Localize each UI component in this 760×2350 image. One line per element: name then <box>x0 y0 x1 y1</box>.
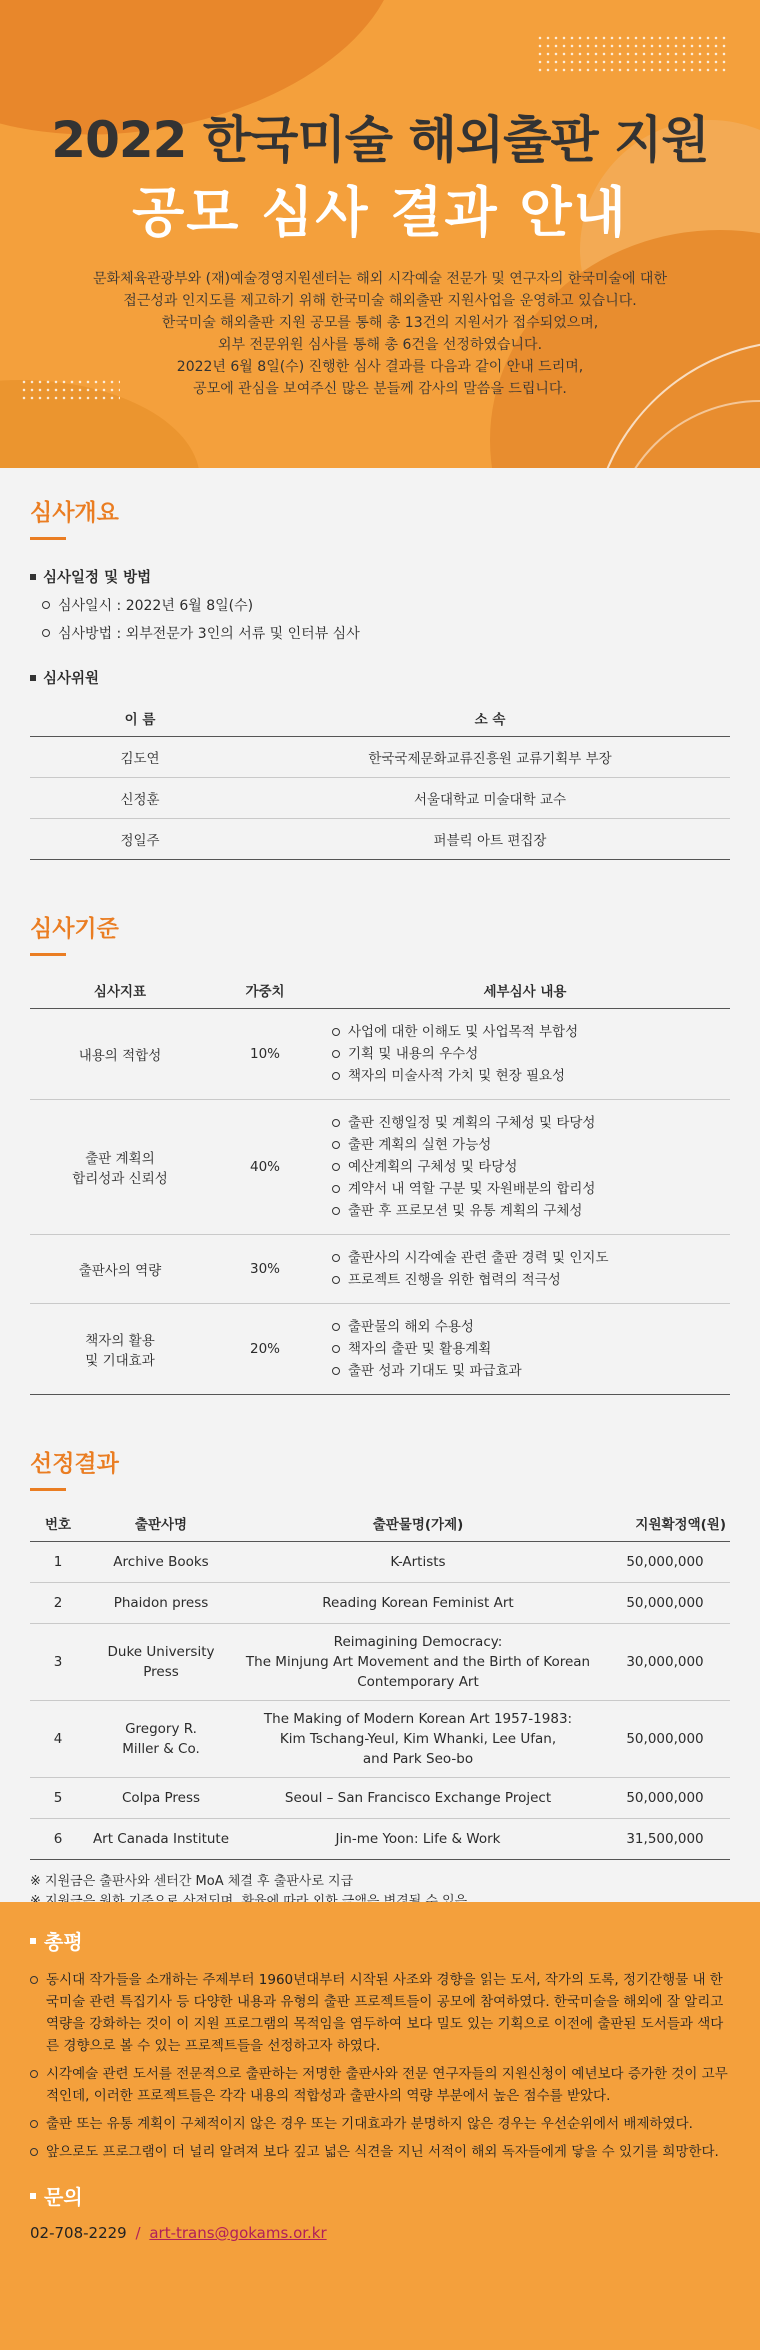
column-header: 지원확정액(원) <box>600 1505 730 1542</box>
square-bullet-icon <box>30 675 36 681</box>
subsection-title <box>30 667 730 688</box>
member-name: 신정훈 <box>30 778 250 819</box>
detail-item <box>332 1200 724 1222</box>
publisher-name: Phaidon press <box>86 1583 236 1624</box>
list-item-text: 시각예술 관련 도서를 전문적으로 출판하는 저명한 출판사와 전문 연구자들의 지원신청이 예년보다 증가한 것이 고무적인데, 이러한 프로젝트들은 각각 내용의 적합성과 출판사의 역량 부분에서 높은 점수를 받았다. <box>46 2066 728 2104</box>
publisher-line: Miller & Co. <box>122 1741 200 1757</box>
criterion-name <box>30 1235 210 1304</box>
publisher-line: Duke University <box>107 1644 215 1660</box>
member-name: 정일주 <box>30 819 250 860</box>
title-line-1: 2022 한국미술 해외출판 지원 <box>51 111 709 169</box>
table-row <box>30 1542 730 1583</box>
section-label: 총평 <box>44 1930 83 1954</box>
publisher-name: Colpa Press <box>86 1778 236 1819</box>
member-name: 김도연 <box>30 737 250 778</box>
circle-bullet-icon <box>332 1254 340 1262</box>
square-bullet-icon <box>30 2193 36 2199</box>
book-title: Seoul – San Francisco Exchange Project <box>236 1778 600 1819</box>
list-item <box>30 2141 730 2163</box>
criterion-name <box>30 1304 210 1395</box>
detail-text: 계약서 내 역할 구분 및 자원배분의 합리성 <box>348 1181 596 1197</box>
detail-item <box>332 1021 724 1043</box>
detail-text: 출판사의 시각예술 관련 출판 경력 및 인지도 <box>348 1250 609 1266</box>
book-line: Contemporary Art <box>357 1674 479 1690</box>
publisher-name: Archive Books <box>86 1542 236 1583</box>
circle-bullet-icon <box>332 1276 340 1284</box>
grant-amount: 30,000,000 <box>600 1624 730 1701</box>
table-row <box>30 1778 730 1819</box>
detail-item <box>332 1134 724 1156</box>
decor-dots <box>536 34 726 74</box>
row-number: 2 <box>30 1583 86 1624</box>
results-section <box>0 1445 760 1912</box>
section-underline <box>30 953 66 956</box>
member-affiliation: 한국국제문화교류진흥원 교류기획부 부장 <box>250 737 730 778</box>
detail-text: 사업에 대한 이해도 및 사업목적 부합성 <box>348 1024 579 1040</box>
book-line: The Making of Modern Korean Art 1957-1983: <box>263 1711 573 1727</box>
circle-bullet-icon <box>332 1207 340 1215</box>
circle-bullet-icon <box>332 1072 340 1080</box>
criterion-details <box>320 1009 730 1100</box>
section-title <box>30 2181 730 2210</box>
intro-line: 2022년 6월 8일(수) 진행한 심사 결과를 다음과 같이 안내 드리며, <box>176 359 584 375</box>
review-list <box>30 1969 730 2163</box>
row-number: 6 <box>30 1819 86 1860</box>
results-table <box>30 1505 730 1860</box>
section-underline <box>30 537 66 540</box>
criterion-name-line: 내용의 적합성 <box>78 1048 162 1064</box>
detail-item <box>332 1112 724 1134</box>
book-line: and Park Seo-bo <box>362 1751 474 1767</box>
table-row <box>30 819 730 860</box>
subsection-label: 심사일정 및 방법 <box>43 570 152 586</box>
book-title <box>236 1624 600 1701</box>
table-row <box>30 778 730 819</box>
circle-bullet-icon <box>332 1141 340 1149</box>
table-row <box>30 1624 730 1701</box>
detail-text: 출판물의 해외 수용성 <box>348 1319 474 1335</box>
list-item <box>30 2063 730 2107</box>
publisher-name <box>86 1701 236 1778</box>
criterion-details <box>320 1100 730 1235</box>
circle-bullet-icon <box>332 1028 340 1036</box>
subsection-label: 심사위원 <box>43 671 100 687</box>
circle-bullet-icon <box>30 2148 38 2156</box>
criterion-details <box>320 1235 730 1304</box>
table-row <box>30 1304 730 1395</box>
intro-line: 접근성과 인지도를 제고하기 위해 한국미술 해외출판 지원사업을 운영하고 있습니다. <box>123 293 637 309</box>
grant-amount: 50,000,000 <box>600 1701 730 1778</box>
detail-text: 출판 성과 기대도 및 파급효과 <box>348 1363 522 1379</box>
detail-text: 프로젝트 진행을 위한 협력의 적극성 <box>348 1272 561 1288</box>
list-item-text: 출판 또는 유통 계획이 구체적이지 않은 경우 또는 기대효과가 분명하지 않은 경우는 우선순위에서 배제하였다. <box>46 2116 693 2132</box>
member-affiliation: 서울대학교 미술대학 교수 <box>250 778 730 819</box>
section-title: 심사개요 <box>30 500 119 526</box>
book-title: Reading Korean Feminist Art <box>236 1583 600 1624</box>
column-header: 이 름 <box>30 700 250 737</box>
circle-bullet-icon <box>332 1163 340 1171</box>
list-item <box>30 2113 730 2135</box>
column-header: 출판물명(가제) <box>236 1505 600 1542</box>
detail-text: 책자의 미술사적 가치 및 현장 필요성 <box>348 1068 566 1084</box>
column-header: 심사지표 <box>30 972 210 1009</box>
column-header: 출판사명 <box>86 1505 236 1542</box>
member-affiliation: 퍼블릭 아트 편집장 <box>250 819 730 860</box>
section-title <box>30 1926 730 1955</box>
subsection-title <box>30 566 730 587</box>
note-line: ※ 지원금은 출판사와 센터간 MoA 체결 후 출판사로 지급 <box>30 1874 354 1889</box>
row-number: 3 <box>30 1624 86 1701</box>
square-bullet-icon <box>30 1938 36 1944</box>
circle-bullet-icon <box>332 1119 340 1127</box>
detail-item <box>332 1156 724 1178</box>
intro-line: 한국미술 해외출판 지원 공모를 통해 총 13건의 지원서가 접수되었으며, <box>161 315 599 331</box>
contact-phone: 02-708-2229 <box>30 2224 127 2242</box>
criterion-name-line: 및 기대효과 <box>85 1353 155 1369</box>
column-header: 번호 <box>30 1505 86 1542</box>
detail-text: 기획 및 내용의 우수성 <box>348 1046 479 1062</box>
circle-bullet-icon <box>30 1976 38 1984</box>
detail-item <box>332 1178 724 1200</box>
intro-line: 공모에 관심을 보여주신 많은 분들께 감사의 말씀을 드립니다. <box>193 381 567 397</box>
grant-amount: 50,000,000 <box>600 1542 730 1583</box>
table-row <box>30 1100 730 1235</box>
circle-bullet-icon <box>30 2120 38 2128</box>
table-row <box>30 1583 730 1624</box>
intro-line: 외부 전문위원 심사를 통해 총 6건을 선정하였습니다. <box>217 337 543 353</box>
detail-text: 출판 계획의 실현 가능성 <box>348 1137 492 1153</box>
circle-bullet-icon <box>332 1323 340 1331</box>
column-header: 세부심사 내용 <box>320 972 730 1009</box>
grant-amount: 50,000,000 <box>600 1583 730 1624</box>
book-line: The Minjung Art Movement and the Birth of Korean <box>245 1654 591 1670</box>
grant-amount: 50,000,000 <box>600 1778 730 1819</box>
page-title <box>0 108 760 248</box>
column-header: 소 속 <box>250 700 730 737</box>
criterion-weight: 30% <box>210 1235 320 1304</box>
section-title: 심사기준 <box>30 916 119 942</box>
intro-line: 문화체육관광부와 (재)예술경영지원센터는 해외 시각예술 전문가 및 연구자의 한국미술에 대한 <box>93 271 667 287</box>
criterion-name-line: 책자의 활용 <box>85 1333 155 1349</box>
criterion-weight: 40% <box>210 1100 320 1235</box>
book-line: Kim Tschang-Yeul, Kim Whanki, Lee Ufan, <box>279 1731 557 1747</box>
section-underline <box>30 1488 66 1491</box>
book-line: Reimagining Democracy: <box>333 1634 503 1650</box>
circle-bullet-icon <box>332 1367 340 1375</box>
circle-bullet-icon <box>332 1185 340 1193</box>
criterion-weight: 20% <box>210 1304 320 1395</box>
criterion-name-line: 합리성과 신뢰성 <box>72 1171 168 1187</box>
criterion-name <box>30 1009 210 1100</box>
criteria-table <box>30 972 730 1395</box>
criterion-name-line: 출판 계획의 <box>85 1151 155 1167</box>
detail-text: 책자의 출판 및 활용계획 <box>348 1341 492 1357</box>
detail-text: 예산계획의 구체성 및 타당성 <box>348 1159 518 1175</box>
detail-item <box>332 1247 724 1269</box>
list-item-text: 동시대 작가들을 소개하는 주제부터 1960년대부터 시작된 사조와 경향을 읽는 도서, 작가의 도록, 정기간행물 내 한국미술 관련 특집기사 등 다양한 내용과 유형의 출판 프로젝트들이 공모에 참여하였다. 한국미술을 해외에 잘 알리고 역량을 강화하는 것이 이 지원 프로그램의 목적임을 염두하여 보다 밀도 있는 기획으로 이전에 출판된 도서들과 색다른 경향으로 볼 수 있는 프로젝트들을 선정하고자 하였다. <box>46 1972 724 2054</box>
publisher-name <box>86 1624 236 1701</box>
detail-item <box>332 1269 724 1291</box>
circle-bullet-icon <box>30 2070 38 2078</box>
detail-item <box>332 1043 724 1065</box>
list-item <box>30 623 730 643</box>
column-header: 가중치 <box>210 972 320 1009</box>
publisher-line: Press <box>143 1664 179 1680</box>
overview-section <box>0 494 760 860</box>
detail-item <box>332 1360 724 1382</box>
list-item-text: 앞으로도 프로그램이 더 널리 알려져 보다 깊고 넓은 식견을 지닌 서적이 해외 독자들에게 닿을 수 있기를 희망한다. <box>46 2144 719 2160</box>
detail-item <box>332 1316 724 1338</box>
detail-item <box>332 1338 724 1360</box>
detail-item <box>332 1065 724 1087</box>
circle-bullet-icon <box>332 1050 340 1058</box>
members-table <box>30 700 730 860</box>
square-bullet-icon <box>30 574 36 580</box>
criteria-section <box>0 910 760 1395</box>
row-number: 4 <box>30 1701 86 1778</box>
table-row <box>30 737 730 778</box>
list-item-text: 심사일시 : 2022년 6월 8일(수) <box>58 598 254 614</box>
section-title: 선정결과 <box>30 1451 119 1477</box>
review-section <box>0 1902 760 2350</box>
circle-bullet-icon <box>332 1345 340 1353</box>
circle-bullet-icon <box>42 601 50 609</box>
detail-text: 출판 후 프로모션 및 유통 계획의 구체성 <box>348 1203 583 1219</box>
contact-info <box>30 2224 730 2242</box>
publisher-name: Art Canada Institute <box>86 1819 236 1860</box>
detail-text: 출판 진행일정 및 계획의 구체성 및 타당성 <box>348 1115 596 1131</box>
row-number: 5 <box>30 1778 86 1819</box>
table-row <box>30 1235 730 1304</box>
table-row <box>30 1819 730 1860</box>
row-number: 1 <box>30 1542 86 1583</box>
criterion-weight: 10% <box>210 1009 320 1100</box>
criterion-name-line: 출판사의 역량 <box>78 1263 162 1279</box>
circle-bullet-icon <box>42 629 50 637</box>
hero-banner <box>0 0 760 468</box>
contact-separator: / <box>135 2224 141 2242</box>
book-title: K-Artists <box>236 1542 600 1583</box>
table-row <box>30 1701 730 1778</box>
list-item-text: 심사방법 : 외부전문가 3인의 서류 및 인터뷰 심사 <box>58 626 360 642</box>
contact-email-link[interactable]: art-trans@gokams.or.kr <box>149 2224 327 2242</box>
section-label: 문의 <box>44 2185 83 2209</box>
list-item <box>30 595 730 615</box>
book-title: Jin-me Yoon: Life & Work <box>236 1819 600 1860</box>
criterion-details <box>320 1304 730 1395</box>
criterion-name <box>30 1100 210 1235</box>
publisher-line: Gregory R. <box>125 1721 197 1737</box>
title-line-2: 공모 심사 결과 안내 <box>132 181 628 244</box>
list-item <box>30 1969 730 2057</box>
table-row <box>30 1009 730 1100</box>
intro-text <box>0 268 760 400</box>
grant-amount: 31,500,000 <box>600 1819 730 1860</box>
book-title <box>236 1701 600 1778</box>
